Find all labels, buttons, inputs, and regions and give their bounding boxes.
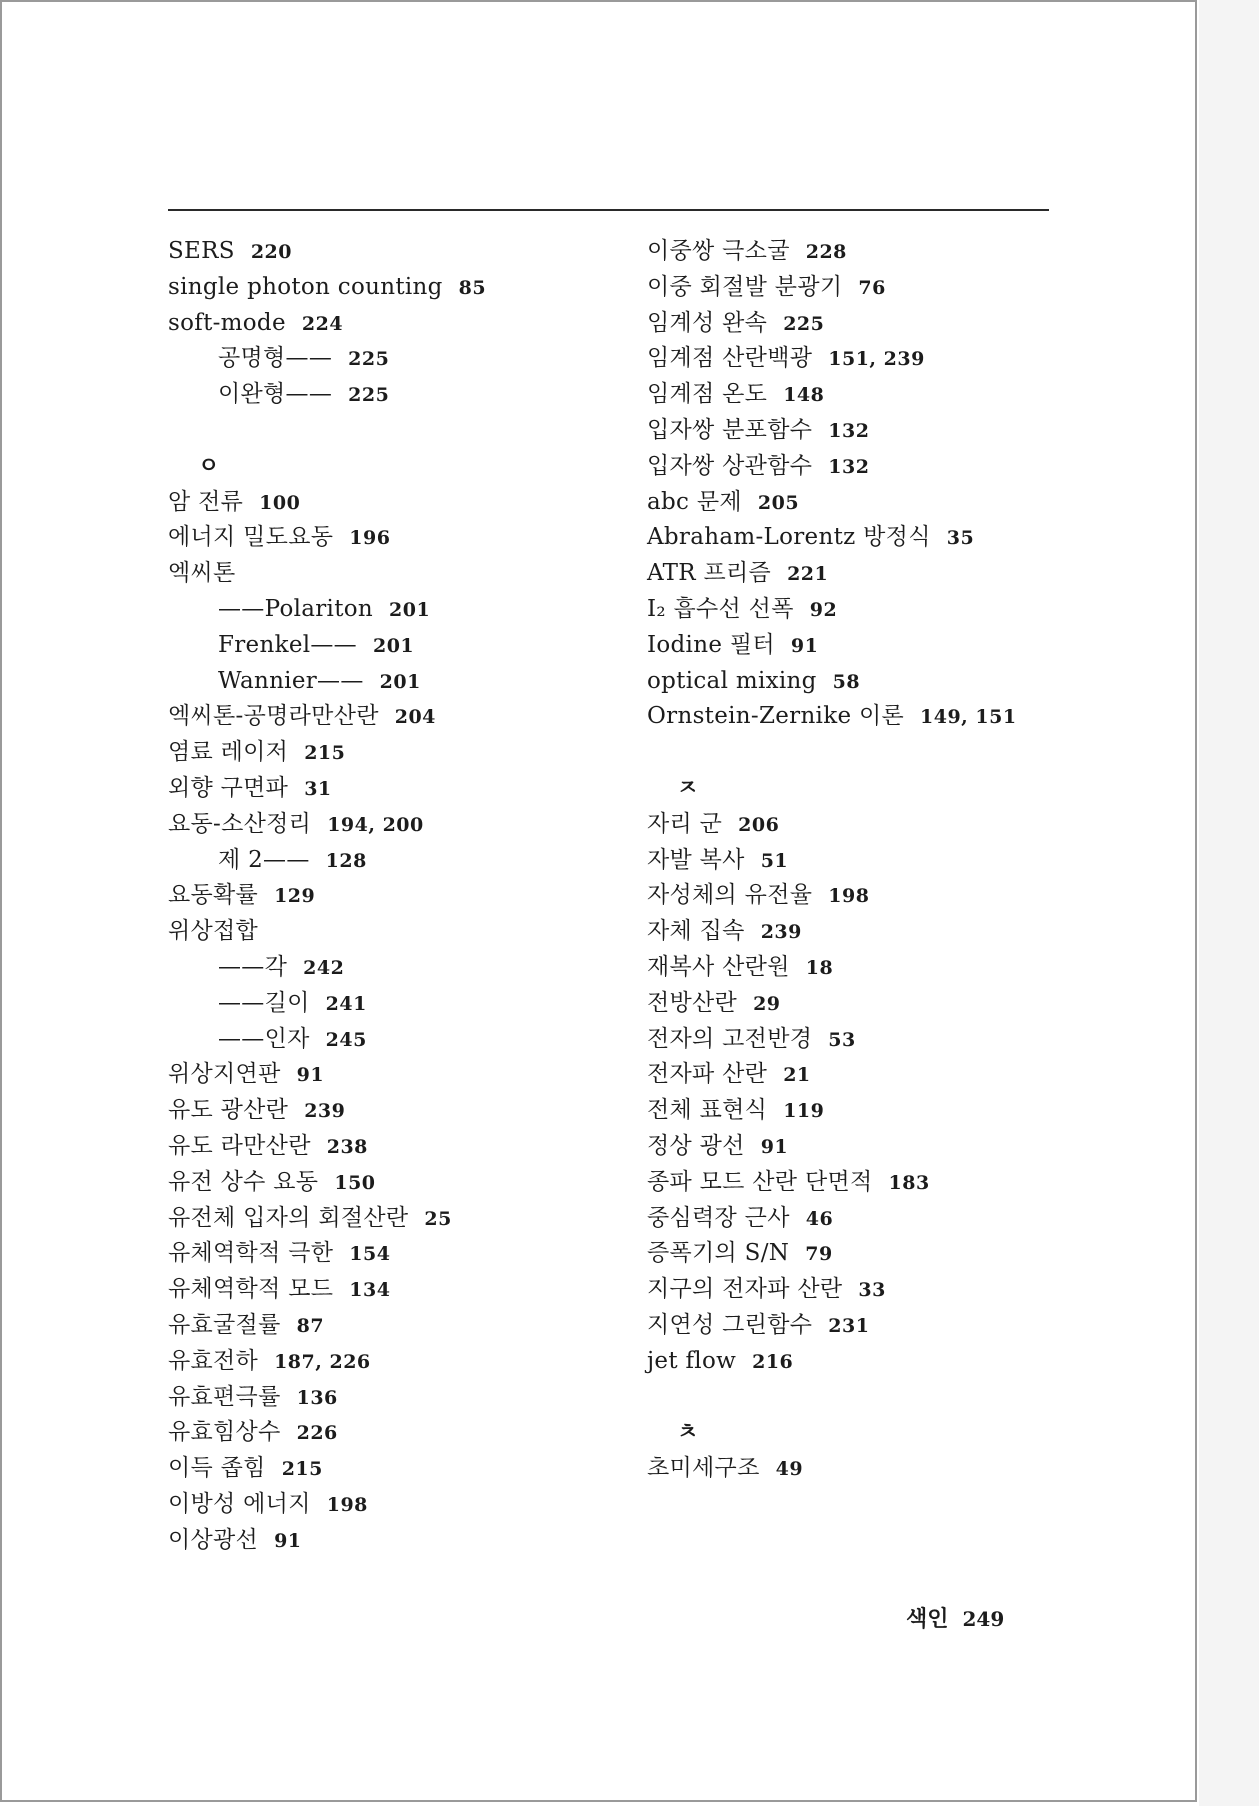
index-entry	[647, 520, 1067, 556]
index-page-ref: 224	[301, 312, 344, 335]
section-spacer	[647, 735, 1067, 771]
index-term: 유효편극률	[168, 1383, 281, 1410]
index-page-ref: 201	[389, 598, 431, 621]
index-term: 증폭기의 S/N	[647, 1240, 790, 1267]
index-term: 유효힘상수	[168, 1419, 281, 1446]
index-page-ref: 132	[828, 455, 870, 478]
index-column-left	[168, 234, 628, 1558]
index-entry	[647, 628, 1067, 664]
footer-page-number: 249	[962, 1607, 1005, 1631]
index-entry	[647, 377, 1067, 413]
index-page-ref: 187, 226	[274, 1350, 371, 1373]
index-page-ref: 119	[783, 1100, 825, 1123]
index-term: 위상접합	[168, 918, 259, 945]
index-page-ref: 128	[325, 849, 367, 872]
index-column-right	[647, 234, 1067, 1487]
index-term: Abraham-Lorentz 방정식	[647, 524, 931, 551]
index-term: ——인자	[218, 1025, 310, 1052]
index-page-ref: 87	[296, 1314, 325, 1337]
index-entry	[647, 950, 1067, 986]
index-subentry	[168, 628, 628, 664]
index-term: 외향 구면파	[168, 774, 289, 801]
index-term: 전방산란	[647, 989, 738, 1016]
index-page-ref: 196	[349, 527, 391, 550]
index-subentry	[168, 843, 628, 879]
index-page-ref: 76	[858, 276, 886, 299]
index-page-ref: 198	[828, 885, 870, 908]
index-page-ref: 216	[752, 1350, 794, 1373]
index-page-ref: 221	[787, 563, 829, 586]
index-page-ref: 238	[326, 1135, 368, 1158]
index-term: abc 문제	[647, 488, 742, 515]
index-term: 전체 표현식	[647, 1097, 768, 1124]
index-entry	[647, 699, 1067, 735]
index-term: 이중 회절발 분광기	[647, 273, 843, 300]
index-subentry	[168, 950, 628, 986]
index-term: ——각	[218, 953, 288, 980]
index-term: 유도 광산란	[168, 1097, 289, 1124]
index-entry	[168, 306, 628, 342]
index-term: 지구의 전자파 산란	[647, 1276, 843, 1303]
index-page-ref: 29	[753, 992, 781, 1015]
index-page-ref: 151, 239	[828, 348, 925, 371]
index-page-ref: 136	[296, 1386, 338, 1409]
index-term: 이완형——	[218, 381, 333, 408]
index-term: 초미세구조	[647, 1455, 760, 1482]
index-page-ref: 220	[250, 241, 292, 263]
section-heading: ㅇ	[198, 452, 220, 479]
index-term: 요동확률	[168, 882, 259, 909]
index-entry	[647, 1344, 1067, 1380]
index-entry	[168, 807, 628, 843]
index-page-ref: 85	[458, 276, 487, 299]
index-entry	[647, 878, 1067, 914]
index-term: jet flow	[647, 1347, 737, 1374]
index-entry	[168, 556, 628, 592]
index-page-ref: 150	[334, 1171, 376, 1194]
index-entry	[168, 878, 628, 914]
index-term: SERS	[168, 238, 235, 264]
index-page-ref: 91	[760, 1135, 789, 1158]
index-entry	[168, 1344, 628, 1380]
viewer-gutter	[1199, 0, 1259, 1806]
index-page-ref: 35	[946, 527, 975, 550]
index-subentry	[168, 986, 628, 1022]
index-page-ref: 46	[805, 1207, 834, 1230]
index-page-ref: 228	[805, 241, 847, 263]
index-page-ref: 201	[372, 634, 415, 657]
section-heading: ㅊ	[677, 1419, 699, 1446]
index-page-ref: 183	[888, 1171, 930, 1194]
index-entry	[647, 592, 1067, 628]
index-term: 입자쌍 상관함수	[647, 452, 813, 479]
index-entry	[168, 699, 628, 735]
index-term: 공명형——	[218, 345, 333, 372]
footer-label: 색인	[906, 1606, 949, 1632]
index-page-ref: 225	[783, 312, 825, 335]
index-entry	[168, 1165, 628, 1201]
index-page-ref: 33	[858, 1279, 886, 1302]
index-term: 제 2——	[218, 846, 310, 873]
index-entry	[168, 735, 628, 771]
index-entry	[168, 234, 628, 270]
index-term: 정상 광선	[647, 1132, 745, 1159]
index-entry	[168, 1308, 628, 1344]
index-entry	[647, 270, 1067, 306]
index-page-ref: 225	[348, 384, 390, 407]
index-term: 유효굴절률	[168, 1311, 281, 1338]
index-page-ref: 100	[259, 491, 301, 514]
index-entry	[647, 1236, 1067, 1272]
header-rule	[168, 209, 1049, 211]
index-term: 임계점 산란백광	[647, 345, 813, 372]
index-entry	[168, 1057, 628, 1093]
index-page-ref: 215	[281, 1458, 323, 1481]
index-page-ref: 226	[296, 1422, 338, 1445]
index-page-ref: 204	[394, 706, 436, 729]
index-term: 자발 복사	[647, 846, 745, 873]
index-term: ——길이	[218, 989, 310, 1016]
index-entry	[647, 986, 1067, 1022]
index-term: I₂ 흡수선 선폭	[647, 595, 794, 622]
index-entry	[168, 520, 628, 556]
index-term: 엑씨톤	[168, 560, 236, 587]
index-term: 이방성 에너지	[168, 1490, 311, 1517]
index-page-ref: 18	[805, 956, 834, 979]
index-subentry	[168, 341, 628, 377]
index-entry	[647, 1272, 1067, 1308]
index-page-ref: 51	[760, 849, 789, 872]
index-entry	[168, 1236, 628, 1272]
index-entry	[647, 1022, 1067, 1058]
index-term: 전자의 고전반경	[647, 1025, 813, 1052]
index-page-ref: 134	[349, 1279, 391, 1302]
index-term: ATR 프리즘	[647, 560, 772, 587]
index-term: 유전 상수 요동	[168, 1168, 319, 1195]
index-entry	[647, 485, 1067, 521]
index-page-ref: 154	[349, 1243, 391, 1266]
index-entry	[168, 1523, 628, 1559]
index-term: 요동-소산정리	[168, 810, 312, 837]
index-page-ref: 239	[760, 921, 802, 944]
index-term: 자성체의 유전율	[647, 882, 813, 909]
index-page-ref: 231	[828, 1314, 870, 1337]
index-subentry	[168, 377, 628, 413]
index-entry	[647, 234, 1067, 270]
index-term: 입자쌍 분포함수	[647, 416, 813, 443]
index-page-ref: 132	[828, 419, 870, 442]
index-term: 임계성 완속	[647, 309, 768, 336]
index-page-ref: 215	[304, 742, 346, 765]
index-term: single photon counting	[168, 273, 443, 300]
index-page-ref: 25	[424, 1207, 452, 1230]
index-entry	[647, 306, 1067, 342]
index-page-ref: 239	[304, 1100, 346, 1123]
index-entry	[647, 1057, 1067, 1093]
index-term: 임계점 온도	[647, 381, 768, 408]
index-entry	[168, 270, 628, 306]
index-entry	[647, 556, 1067, 592]
index-entry	[168, 1201, 628, 1237]
index-page-ref: 206	[738, 813, 780, 836]
index-page-ref: 21	[783, 1064, 811, 1087]
index-subentry	[168, 1022, 628, 1058]
index-entry	[168, 485, 628, 521]
index-entry	[647, 449, 1067, 485]
section-heading: ㅈ	[677, 774, 699, 801]
index-entry	[168, 1093, 628, 1129]
index-entry	[168, 1451, 628, 1487]
index-term: Wannier——	[218, 667, 364, 694]
index-term: 이상광선	[168, 1526, 259, 1553]
index-entry	[647, 1129, 1067, 1165]
index-page-ref: 31	[304, 777, 332, 800]
index-entry	[647, 341, 1067, 377]
index-term: 이득 좁힘	[168, 1455, 266, 1482]
index-term: 중심력장 근사	[647, 1204, 790, 1231]
index-page-ref: 58	[832, 670, 861, 693]
index-term: 암 전류	[168, 488, 244, 515]
index-term: Iodine 필터	[647, 631, 775, 658]
index-page-ref: 149, 151	[920, 706, 1017, 729]
index-entry	[647, 1165, 1067, 1201]
index-page-ref: 79	[805, 1243, 833, 1266]
index-term: 위상지연판	[168, 1061, 281, 1088]
index-page-ref: 148	[783, 384, 825, 407]
index-entry	[168, 1487, 628, 1523]
index-term: 종파 모드 산란 단면적	[647, 1168, 873, 1195]
index-entry	[168, 1380, 628, 1416]
index-term: 자리 군	[647, 810, 723, 837]
index-page-ref: 49	[775, 1458, 804, 1481]
index-entry	[168, 1272, 628, 1308]
index-term: 유체역학적 극한	[168, 1240, 334, 1267]
index-term: 지연성 그린함수	[647, 1311, 813, 1338]
index-page-ref: 194, 200	[327, 813, 424, 836]
index-term: 유효전하	[168, 1347, 259, 1374]
index-term: Ornstein-Zernike 이론	[647, 703, 905, 730]
index-entry	[168, 914, 628, 950]
index-entry	[647, 1093, 1067, 1129]
index-page-ref: 129	[274, 885, 316, 908]
index-term: 재복사 산란원	[647, 953, 790, 980]
index-term: 에너지 밀도요동	[168, 524, 334, 551]
index-page-ref: 91	[274, 1529, 302, 1552]
index-term: 염료 레이저	[168, 739, 289, 766]
index-entry	[647, 843, 1067, 879]
index-entry	[647, 413, 1067, 449]
index-entry	[647, 1308, 1067, 1344]
index-entry	[647, 914, 1067, 950]
index-term: 유전체 입자의 회절산란	[168, 1204, 409, 1231]
index-page-ref: 91	[790, 634, 819, 657]
section-spacer	[168, 413, 628, 449]
index-term: soft-mode	[168, 309, 286, 336]
section-spacer	[647, 1380, 1067, 1416]
index-entry	[168, 771, 628, 807]
index-term: ——Polariton	[218, 595, 374, 622]
index-page-ref: 53	[828, 1028, 856, 1051]
index-page-ref: 201	[379, 670, 421, 693]
index-entry	[647, 807, 1067, 843]
index-page-ref: 241	[325, 992, 367, 1015]
index-entry	[647, 1201, 1067, 1237]
index-subentry	[168, 664, 628, 700]
page-footer	[906, 1602, 1004, 1633]
index-term: 자체 집속	[647, 918, 745, 945]
index-term: 전자파 산란	[647, 1061, 768, 1088]
index-entry	[647, 664, 1067, 700]
index-term: 이중쌍 극소굴	[647, 238, 790, 264]
index-subentry	[168, 592, 628, 628]
index-term: 유도 라만산란	[168, 1132, 311, 1159]
index-entry	[647, 1451, 1067, 1487]
index-entry	[168, 1129, 628, 1165]
index-term: 유체역학적 모드	[168, 1276, 334, 1303]
index-term: optical mixing	[647, 667, 817, 694]
index-page-ref: 91	[296, 1064, 325, 1087]
index-page-ref: 92	[809, 598, 838, 621]
index-page-ref: 245	[325, 1028, 367, 1051]
index-page-ref: 198	[326, 1493, 368, 1516]
index-entry	[168, 1415, 628, 1451]
index-page-ref: 225	[348, 348, 390, 371]
index-page-ref: 205	[757, 491, 800, 514]
index-term: Frenkel——	[218, 631, 357, 658]
index-page-ref: 242	[303, 956, 345, 979]
index-term: 엑씨톤-공명라만산란	[168, 703, 379, 730]
